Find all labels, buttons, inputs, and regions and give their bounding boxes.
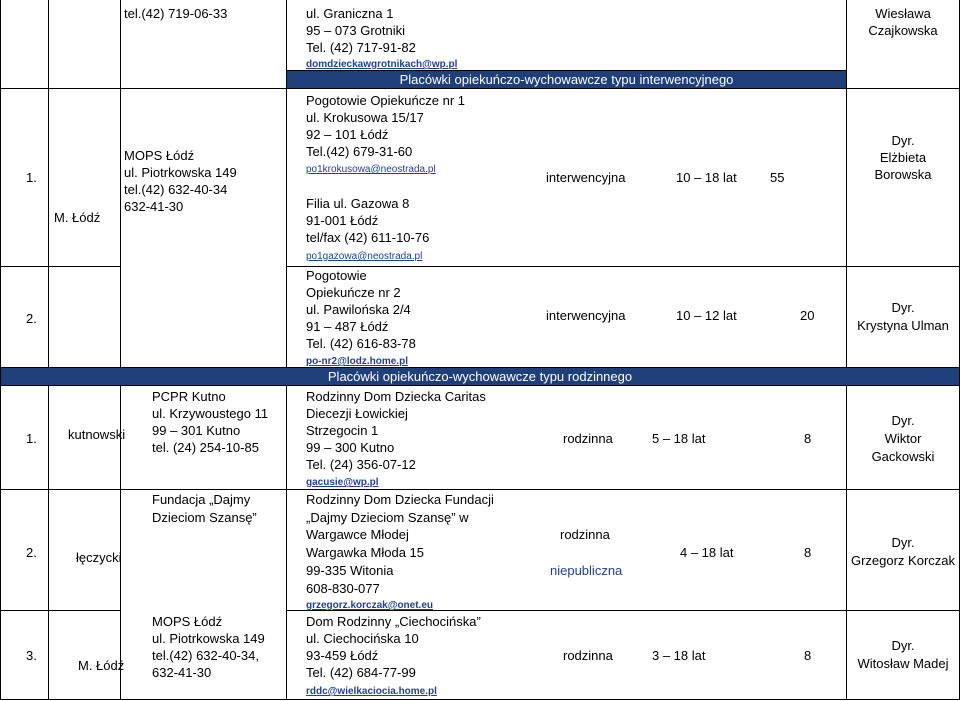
facility-line: Wargawka Młoda 15 <box>306 545 425 560</box>
facility-line: 92 – 101 Łódź <box>306 127 389 142</box>
organizer-phone: tel.(42) 719-06-33 <box>124 6 228 21</box>
county-name: łęczycki <box>76 550 122 565</box>
places-count: 8 <box>804 545 812 560</box>
facility-line: Wargawce Młodej <box>306 527 409 542</box>
row-number: 1. <box>26 431 37 446</box>
facility-type: interwencyjna <box>546 170 626 185</box>
facility-line: 608-830-077 <box>306 581 380 596</box>
organizer-line: Fundacja „Dajmy <box>152 492 251 507</box>
director-name: Gackowski <box>871 449 935 464</box>
facility-address: ul. Graniczna 1 <box>306 6 394 21</box>
row-divider <box>0 88 960 89</box>
facility-email[interactable]: grzegorz.korczak@onet.eu <box>306 600 434 611</box>
places-count: 8 <box>804 648 812 663</box>
facility-line: Tel. (42) 616-83-78 <box>306 336 416 351</box>
facility-line: 99-335 Witonia <box>306 563 394 578</box>
row-divider <box>0 610 120 611</box>
facility-line: Opiekuńcze nr 2 <box>306 285 401 300</box>
facility-type: rodzinna <box>563 648 613 663</box>
row-divider <box>286 266 960 267</box>
facility-line: ul. Ciechocińska 10 <box>306 631 419 646</box>
facility-line: Diecezji Łowickiej <box>306 406 408 421</box>
age-range: 4 – 18 lat <box>680 545 734 560</box>
row-number: 2. <box>26 545 37 560</box>
facility-line: Pogotowie Opiekuńcze nr 1 <box>306 93 465 108</box>
organizer-line: MOPS Łódź <box>152 614 223 629</box>
director-name: Borowska <box>874 167 932 182</box>
row-divider <box>0 266 120 267</box>
county-name: kutnowski <box>68 427 126 442</box>
director-name: Dyr. <box>891 413 915 428</box>
facility-type: rodzinna <box>563 431 613 446</box>
organizer-line: PCPR Kutno <box>152 389 226 404</box>
col-divider <box>48 0 49 700</box>
facility-email[interactable]: rddc@wielkaciocia.home.pl <box>306 686 437 697</box>
col-divider <box>846 0 847 700</box>
row-number: 1. <box>26 170 37 185</box>
facility-type-secondary: niepubliczna <box>550 563 623 578</box>
col-divider <box>120 0 121 700</box>
facility-address: Tel. (42) 717-91-82 <box>306 40 416 55</box>
facility-line: Rodzinny Dom Dziecka Fundacji <box>306 492 494 507</box>
facility-type: rodzinna <box>560 527 610 542</box>
director-name: Wiesława <box>875 6 931 21</box>
organizer-line: tel. (24) 254-10-85 <box>152 440 259 455</box>
facility-line: ul. Krokusowa 15/17 <box>306 110 424 125</box>
facility-email[interactable]: po1krokusowa@neostrada.pl <box>306 164 436 175</box>
facility-line: Pogotowie <box>306 268 367 283</box>
branch-line: 91-001 Łódź <box>306 213 379 228</box>
age-range: 10 – 18 lat <box>676 170 737 185</box>
facility-line: Rodzinny Dom Dziecka Caritas <box>306 389 486 404</box>
facility-type: interwencyjna <box>546 308 626 323</box>
facility-email[interactable]: po-nr2@lodz.home.pl <box>306 356 408 367</box>
age-range: 3 – 18 lat <box>652 648 706 663</box>
facility-line: Tel.(42) 679-31-60 <box>306 144 413 159</box>
places-count: 8 <box>804 431 812 446</box>
facility-line: 93-459 Łódź <box>306 648 379 663</box>
director-name: Dyr. <box>891 133 915 148</box>
director-name: Czajkowska <box>868 23 938 38</box>
organizer-line: ul. Krzywoustego 11 <box>152 406 269 421</box>
director-name: Grzegorz Korczak <box>850 553 956 568</box>
places-count: 20 <box>800 308 815 323</box>
organizer-line: Dzieciom Szansę” <box>152 510 257 525</box>
facility-line: Tel. (24) 356-07-12 <box>306 457 416 472</box>
organizer-line: MOPS Łódź <box>124 148 195 163</box>
organizer-line: ul. Piotrkowska 149 <box>124 165 237 180</box>
facility-email[interactable]: gacusie@wp.pl <box>306 477 379 488</box>
director-name: Elżbieta <box>879 150 927 165</box>
organizer-line: ul. Piotrkowska 149 <box>152 631 265 646</box>
section-header-rodzinny: Placówki opiekuńczo-wychowawcze typu rodzinnego <box>1 368 959 385</box>
col-divider <box>286 0 287 700</box>
organizer-line: 632-41-30 <box>124 199 184 214</box>
director-name: Wiktor <box>884 431 922 446</box>
facility-line: Dom Rodzinny „Ciechocińska” <box>306 614 481 629</box>
organizer-line: 99 – 301 Kutno <box>152 423 241 438</box>
places-count: 55 <box>770 170 785 185</box>
director-name: Krystyna Ulman <box>857 318 949 333</box>
facility-line: Tel. (42) 684-77-99 <box>306 665 416 680</box>
director-name: Dyr. <box>891 638 915 653</box>
facility-line: Strzegocin 1 <box>306 423 379 438</box>
county-name: M. Łódź <box>78 658 125 673</box>
director-name: Witosław Madej <box>857 656 949 671</box>
facility-line: 91 – 487 Łódź <box>306 319 389 334</box>
row-divider <box>0 489 960 490</box>
age-range: 10 – 12 lat <box>676 308 737 323</box>
branch-email[interactable]: po1gazowa@neostrada.pl <box>306 251 423 262</box>
facility-address: 95 – 073 Grotniki <box>306 23 406 38</box>
section-header-interwencyjny: Placówki opiekuńczo-wychowawcze typu interwencyjnego <box>287 71 846 88</box>
director-name: Dyr. <box>891 300 915 315</box>
county-name: M. Łódź <box>54 210 101 225</box>
row-divider <box>0 699 960 700</box>
director-name: Dyr. <box>891 535 915 550</box>
facility-email[interactable]: domdzieckawgrotnikach@wp.pl <box>306 59 458 70</box>
organizer-line: tel.(42) 632-40-34 <box>124 182 228 197</box>
branch-line: tel/fax (42) 611-10-76 <box>306 230 430 245</box>
col-divider <box>0 0 1 700</box>
age-range: 5 – 18 lat <box>652 431 706 446</box>
row-divider <box>0 385 960 386</box>
row-number: 2. <box>26 311 37 326</box>
row-number: 3. <box>26 648 37 663</box>
organizer-line: tel.(42) 632-40-34, <box>152 648 259 663</box>
facility-line: ul. Pawilońska 2/4 <box>306 302 411 317</box>
organizer-line: 632-41-30 <box>152 665 212 680</box>
facility-line: 99 – 300 Kutno <box>306 440 395 455</box>
facility-line: „Dajmy Dzieciom Szansę” w <box>306 510 469 525</box>
branch-line: Filia ul. Gazowa 8 <box>306 196 410 211</box>
